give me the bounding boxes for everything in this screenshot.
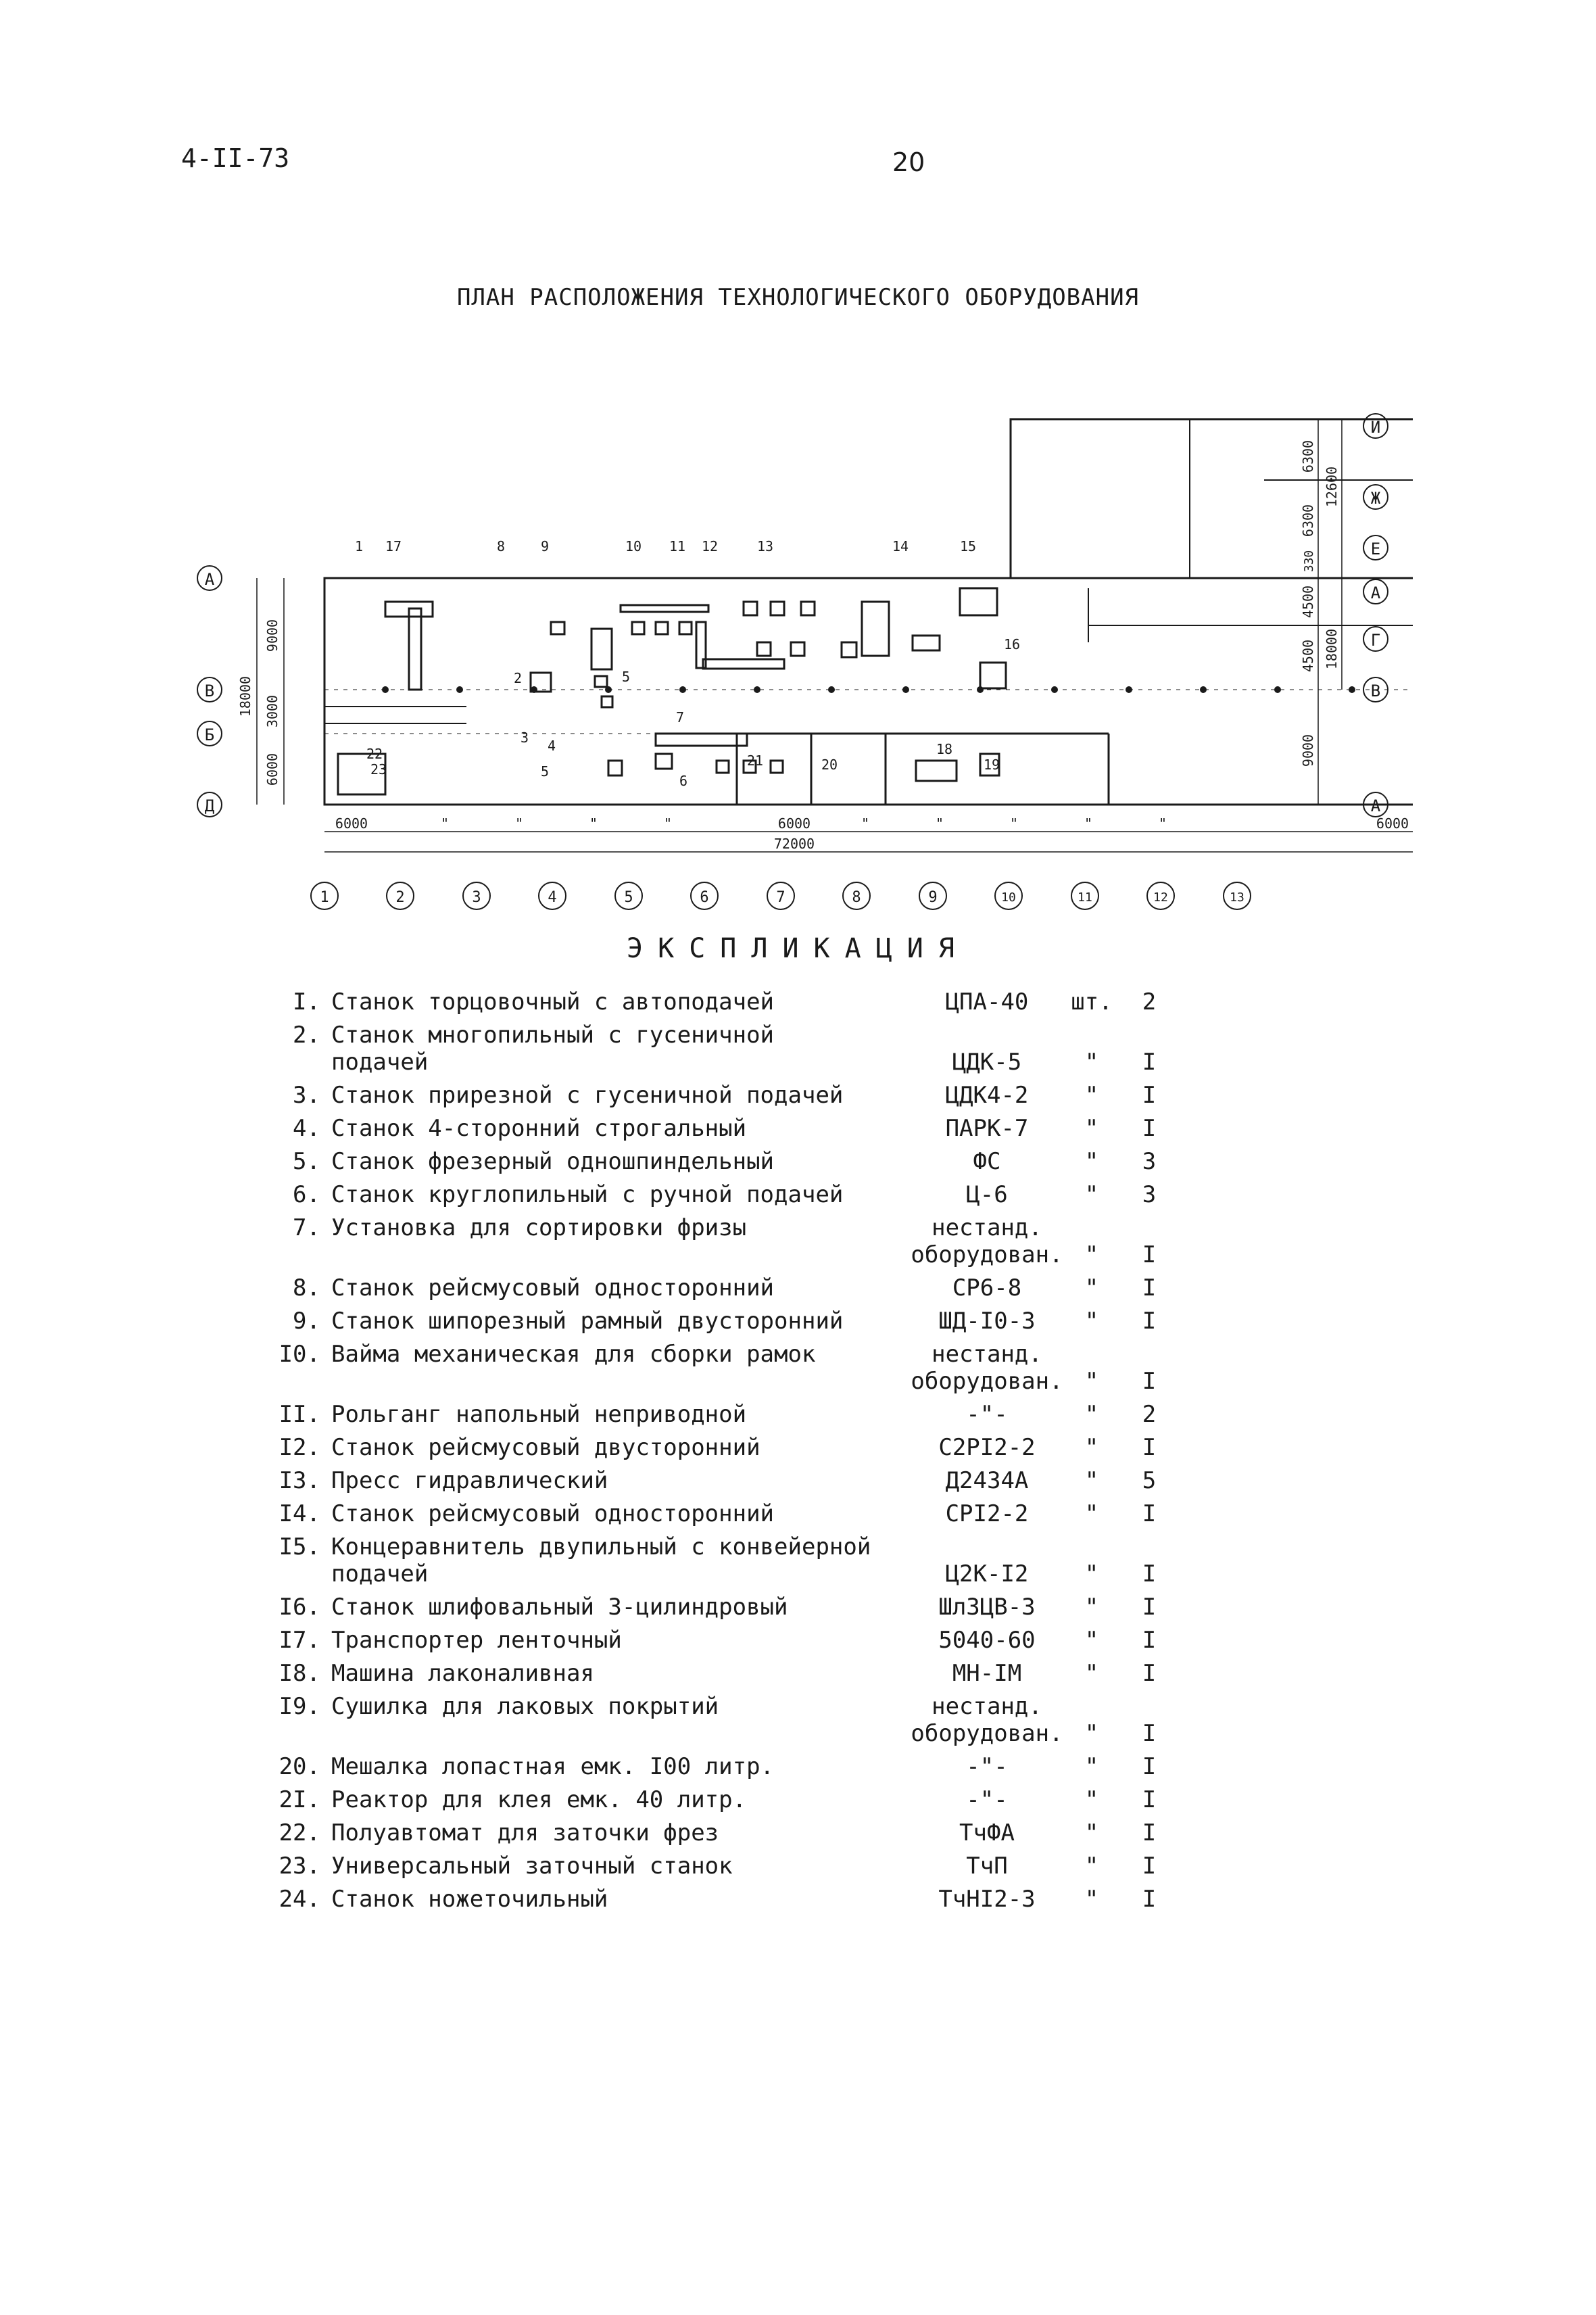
- axis-label: 1: [320, 889, 329, 906]
- callout: 7: [676, 709, 685, 725]
- axis-label: 13: [1230, 890, 1244, 905]
- item-number: 6.: [293, 1181, 320, 1208]
- callout: 12: [702, 538, 719, 554]
- dimension-label: 9000: [1300, 734, 1316, 767]
- item-number: 2I.: [279, 1786, 320, 1813]
- item-unit: ": [1084, 1401, 1099, 1428]
- dimension-label: 72000: [773, 836, 815, 852]
- axis-label: 7: [776, 889, 785, 906]
- legend-row: [264, 1467, 1190, 1494]
- dimension-label: 4500: [1300, 639, 1316, 673]
- callout: 5: [541, 763, 550, 780]
- item-unit: ": [1084, 1660, 1099, 1687]
- axis-label: Б: [204, 725, 215, 744]
- item-name: Станок многопильный с гусеничной подачей: [331, 1022, 775, 1076]
- legend-row: [264, 1786, 1190, 1813]
- item-name: Станок торцовочный с автоподачей: [331, 988, 775, 1016]
- axis-label: В: [204, 682, 215, 700]
- item-number: II.: [279, 1401, 320, 1428]
- item-name: Станок шипорезный рамный двусторонний: [331, 1308, 844, 1335]
- item-model: ТчФА: [959, 1819, 1015, 1846]
- item-number: 4.: [293, 1115, 320, 1142]
- item-model: ЦПА-40: [945, 988, 1029, 1016]
- item-quantity: I: [1142, 1049, 1157, 1076]
- legend-row: [264, 1022, 1190, 1076]
- item-quantity: 2: [1142, 988, 1157, 1016]
- callout: 6: [679, 773, 688, 789]
- callout: 21: [747, 753, 764, 769]
- item-unit: ": [1084, 1368, 1099, 1395]
- item-model: МН-IМ: [952, 1660, 1022, 1687]
- item-number: I2.: [279, 1434, 320, 1461]
- item-number: I5.: [279, 1533, 320, 1560]
- item-name: Полуавтомат для заточки фрез: [331, 1819, 719, 1846]
- dimension-label: 12600: [1324, 466, 1340, 508]
- dimension-label: 6300: [1300, 439, 1316, 473]
- legend-row: [264, 988, 1190, 1016]
- item-quantity: I: [1142, 1720, 1157, 1747]
- legend-row: [264, 1693, 1190, 1747]
- item-number: 23.: [279, 1853, 320, 1880]
- item-number: I7.: [279, 1627, 320, 1654]
- dimension-label: 9000: [264, 619, 281, 652]
- item-quantity: I: [1142, 1853, 1157, 1880]
- item-model: -"-: [966, 1786, 1008, 1813]
- item-name: Рольганг напольный неприводной: [331, 1401, 747, 1428]
- callout: 16: [1004, 636, 1021, 652]
- legend-row: [264, 1886, 1190, 1913]
- item-unit: ": [1084, 1500, 1099, 1527]
- legend-row: [264, 1660, 1190, 1687]
- item-name: Станок прирезной с гусеничной подачей: [331, 1082, 844, 1109]
- item-quantity: I: [1142, 1500, 1157, 1527]
- item-quantity: 3: [1142, 1148, 1157, 1175]
- item-quantity: I: [1142, 1660, 1157, 1687]
- item-model: ШД-I0-3: [938, 1308, 1036, 1335]
- item-model: Д2434А: [945, 1467, 1029, 1494]
- ditto-mark: ": [589, 815, 598, 832]
- item-number: I8.: [279, 1660, 320, 1687]
- axis-label: А: [1370, 796, 1381, 815]
- item-unit: ": [1084, 1434, 1099, 1461]
- item-name: Станок ножеточильный: [331, 1886, 608, 1913]
- item-unit: ": [1084, 1115, 1099, 1142]
- dimension-label: 6000: [264, 753, 281, 786]
- callout: 11: [669, 538, 686, 554]
- ditto-mark: ": [935, 815, 944, 832]
- item-quantity: I: [1142, 1082, 1157, 1109]
- item-name: Транспортер ленточный: [331, 1627, 622, 1654]
- item-unit: ": [1084, 1274, 1099, 1302]
- callout: 8: [497, 538, 506, 554]
- item-unit: ": [1084, 1560, 1099, 1588]
- item-unit: ": [1084, 1819, 1099, 1846]
- item-name: Станок 4-сторонний строгальный: [331, 1115, 747, 1142]
- item-unit: ": [1084, 1241, 1099, 1268]
- legend-row: [264, 1401, 1190, 1428]
- item-number: 9.: [293, 1308, 320, 1335]
- callout: 23: [370, 761, 387, 778]
- legend-row: [264, 1214, 1190, 1268]
- legend-row: [264, 1434, 1190, 1461]
- equipment-legend: [264, 988, 1190, 1919]
- item-model: ТчНI2-3: [938, 1886, 1036, 1913]
- axis-label: В: [1370, 682, 1381, 700]
- item-quantity: I: [1142, 1753, 1157, 1780]
- item-quantity: 3: [1142, 1181, 1157, 1208]
- callout: 20: [821, 757, 838, 773]
- row-axes-left: [197, 566, 222, 817]
- item-model: ЦДК4-2: [945, 1082, 1029, 1109]
- callout: 13: [757, 538, 774, 554]
- item-number: 22.: [279, 1819, 320, 1846]
- legend-row: [264, 1627, 1190, 1654]
- callout: 15: [960, 538, 977, 554]
- callout: 1: [355, 538, 364, 554]
- ditto-mark: ": [1158, 815, 1167, 832]
- dimension-label: 6300: [1300, 504, 1316, 538]
- item-model: нестанд. оборудован.: [911, 1693, 1063, 1747]
- item-model: Ц2К-I2: [945, 1560, 1029, 1588]
- legend-row: [264, 1181, 1190, 1208]
- item-name: Универсальный заточный станок: [331, 1853, 733, 1880]
- item-quantity: I: [1142, 1368, 1157, 1395]
- item-unit: ": [1084, 1308, 1099, 1335]
- axis-label: Г: [1370, 631, 1381, 650]
- legend-row: [264, 1594, 1190, 1621]
- item-quantity: I: [1142, 1308, 1157, 1335]
- item-number: 7.: [293, 1214, 320, 1241]
- item-number: 3.: [293, 1082, 320, 1109]
- dimension-label: 330: [1302, 550, 1316, 573]
- main-hall-outline: [324, 578, 1413, 805]
- axis-label: Д: [204, 796, 215, 815]
- legend-row: [264, 1148, 1190, 1175]
- column-axes: [311, 882, 1251, 909]
- legend-row: [264, 1115, 1190, 1142]
- item-number: 24.: [279, 1886, 320, 1913]
- axis-label: А: [1370, 583, 1381, 602]
- ditto-mark: ": [440, 815, 450, 832]
- item-model: -"-: [966, 1753, 1008, 1780]
- item-number: 5.: [293, 1148, 320, 1175]
- callout: 5: [622, 669, 631, 685]
- item-name: Пресс гидравлический: [331, 1467, 608, 1494]
- dimension-label: 4500: [1300, 585, 1316, 619]
- item-quantity: I: [1142, 1115, 1157, 1142]
- item-number: 20.: [279, 1753, 320, 1780]
- item-name: Станок фрезерный одношпиндельный: [331, 1148, 775, 1175]
- ditto-mark: ": [663, 815, 673, 832]
- legend-row: [264, 1819, 1190, 1846]
- item-quantity: I: [1142, 1886, 1157, 1913]
- item-model: ФС: [973, 1148, 1001, 1175]
- item-unit: ": [1084, 1148, 1099, 1175]
- item-unit: ": [1084, 1786, 1099, 1813]
- item-model: ТчП: [966, 1853, 1008, 1880]
- item-name: Машина лаконаливная: [331, 1660, 594, 1687]
- item-unit: ": [1084, 1886, 1099, 1913]
- legend-row: [264, 1082, 1190, 1109]
- item-name: Станок рейсмусовый двусторонний: [331, 1434, 760, 1461]
- item-unit: ": [1084, 1049, 1099, 1076]
- item-name: Реактор для клея емк. 40 литр.: [331, 1786, 747, 1813]
- item-model: СР6-8: [952, 1274, 1022, 1302]
- item-unit: ": [1084, 1720, 1099, 1747]
- item-quantity: I: [1142, 1819, 1157, 1846]
- item-number: I4.: [279, 1500, 320, 1527]
- item-quantity: I: [1142, 1786, 1157, 1813]
- legend-row: [264, 1274, 1190, 1302]
- page-number: 20: [892, 147, 925, 177]
- dimension-label: 6000: [1376, 815, 1409, 832]
- axis-label: 8: [852, 889, 861, 906]
- item-name: Сушилка для лаковых покрытий: [331, 1693, 719, 1720]
- item-model: СРI2-2: [945, 1500, 1029, 1527]
- item-number: 2.: [293, 1022, 320, 1049]
- item-unit: ": [1084, 1627, 1099, 1654]
- legend-row: [264, 1533, 1190, 1588]
- item-model: ЦДК-5: [952, 1049, 1022, 1076]
- axis-label: 9: [928, 889, 938, 906]
- callout: 2: [514, 670, 523, 686]
- axis-label: 3: [472, 889, 481, 906]
- axis-label: Ж: [1370, 489, 1381, 508]
- axis-label: Е: [1370, 540, 1381, 558]
- item-model: ШлЗЦВ-3: [938, 1594, 1036, 1621]
- item-name: Мешалка лопастная емк. I00 литр.: [331, 1753, 775, 1780]
- item-number: I6.: [279, 1594, 320, 1621]
- item-model: 5040-60: [938, 1627, 1036, 1654]
- item-model: Ц-6: [966, 1181, 1008, 1208]
- callout: 14: [892, 538, 909, 554]
- item-number: I3.: [279, 1467, 320, 1494]
- legend-row: [264, 1500, 1190, 1527]
- legend-row: [264, 1753, 1190, 1780]
- item-name: Концеравнитель двупильный с конвейерной подачей: [331, 1533, 871, 1588]
- item-number: 8.: [293, 1274, 320, 1302]
- explication-title: ЭКСПЛИКАЦИЯ: [627, 933, 969, 964]
- item-unit: ": [1084, 1594, 1099, 1621]
- legend-row: [264, 1341, 1190, 1395]
- axis-label: 10: [1001, 890, 1016, 905]
- item-unit: ": [1084, 1853, 1099, 1880]
- dimension-label: 18000: [1324, 628, 1340, 670]
- item-model: нестанд. оборудован.: [911, 1214, 1063, 1268]
- axis-label: 6: [700, 889, 709, 906]
- item-quantity: 5: [1142, 1467, 1157, 1494]
- item-quantity: I: [1142, 1434, 1157, 1461]
- callout: 18: [936, 741, 953, 757]
- item-model: -"-: [966, 1401, 1008, 1428]
- item-quantity: I: [1142, 1627, 1157, 1654]
- item-model: нестанд. оборудован.: [911, 1341, 1063, 1395]
- item-number: I0.: [279, 1341, 320, 1368]
- axis-label: 5: [624, 889, 633, 906]
- item-quantity: 2: [1142, 1401, 1157, 1428]
- item-name: Станок круглопильный с ручной подачей: [331, 1181, 844, 1208]
- callout: 17: [385, 538, 402, 554]
- callout: 10: [625, 538, 642, 554]
- ditto-mark: ": [1084, 815, 1093, 832]
- item-name: Установка для сортировки фризы: [331, 1214, 747, 1241]
- equipment-floor-plan: [183, 399, 1413, 926]
- dimension-label: 6000: [777, 815, 811, 832]
- item-name: Станок рейсмусовый односторонний: [331, 1500, 775, 1527]
- item-unit: ": [1084, 1467, 1099, 1494]
- plan-title: ПЛАН РАСПОЛОЖЕНИЯ ТЕХНОЛОГИЧЕСКОГО ОБОРУДОВАНИЯ: [456, 284, 1140, 311]
- axis-label: 4: [548, 889, 557, 906]
- legend-row: [264, 1853, 1190, 1880]
- item-quantity: I: [1142, 1274, 1157, 1302]
- callout: 4: [548, 738, 556, 754]
- row-axes-right: [1363, 414, 1388, 817]
- axis-label: 11: [1078, 890, 1092, 905]
- item-unit: ": [1084, 1753, 1099, 1780]
- item-model: ПАРК-7: [945, 1115, 1029, 1142]
- item-number: I9.: [279, 1693, 320, 1720]
- callout: 22: [366, 746, 383, 762]
- axis-label: 12: [1153, 890, 1168, 905]
- item-unit: ": [1084, 1082, 1099, 1109]
- dimension-label: 18000: [237, 675, 253, 717]
- item-quantity: I: [1142, 1241, 1157, 1268]
- item-name: Станок рейсмусовый односторонний: [331, 1274, 775, 1302]
- ditto-mark: ": [1009, 815, 1019, 832]
- document-code: 4-II-73: [181, 143, 290, 173]
- item-quantity: I: [1142, 1560, 1157, 1588]
- axis-label: А: [204, 570, 215, 589]
- axis-label: 2: [395, 889, 405, 906]
- callout: 9: [541, 538, 550, 554]
- ditto-mark: ": [514, 815, 524, 832]
- item-unit: ": [1084, 1181, 1099, 1208]
- equipment-callouts: [355, 538, 1020, 789]
- item-name: Вайма механическая для сборки рамок: [331, 1341, 816, 1368]
- dimension-label: 3000: [264, 694, 281, 728]
- callout: 19: [984, 757, 1000, 773]
- callout: 3: [521, 730, 529, 746]
- item-unit: шт.: [1071, 988, 1113, 1016]
- annex-outline: [1011, 419, 1413, 578]
- dimension-label: 6000: [335, 815, 368, 832]
- item-quantity: I: [1142, 1594, 1157, 1621]
- item-name: Станок шлифовальный 3-цилиндровый: [331, 1594, 788, 1621]
- legend-row: [264, 1308, 1190, 1335]
- item-model: С2РI2-2: [938, 1434, 1036, 1461]
- axis-label: И: [1370, 418, 1381, 437]
- ditto-mark: ": [861, 815, 870, 832]
- item-number: I.: [293, 988, 320, 1016]
